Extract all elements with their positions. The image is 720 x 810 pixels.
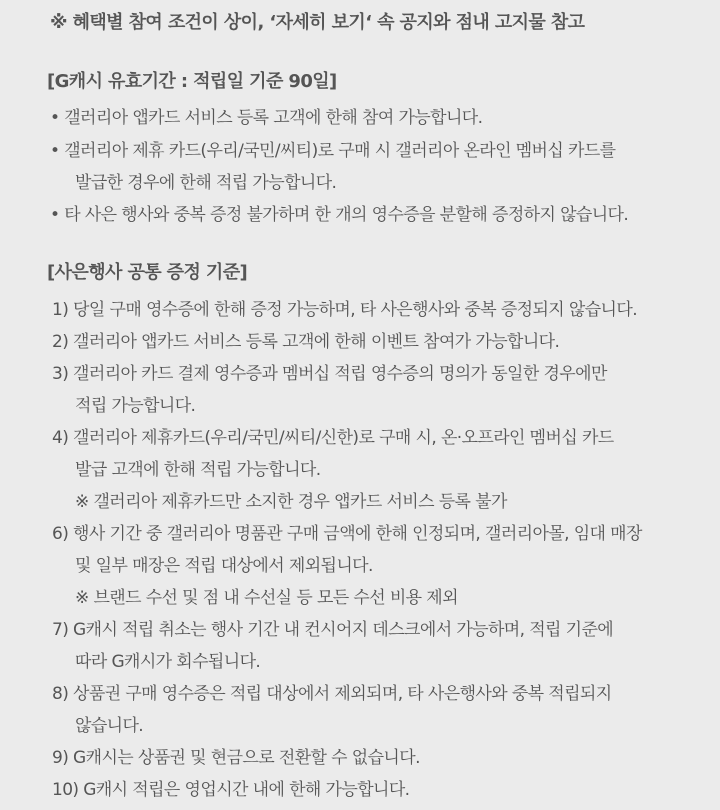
criteria-item-continuation: 발급 고객에 한해 적립 가능합니다. [75,460,321,480]
criteria-item: 8) 상품권 구매 영수증은 적립 대상에서 제외되며, 타 사은행사와 중복 적립되지 [52,684,612,704]
criteria-item: 1) 당일 구매 영수증에 한해 증정 가능하며, 타 사은행사와 중복 증정되지 않습니다. [52,300,638,320]
criteria-note: ※ 브랜드 수선 및 점 내 수선실 등 모든 수선 비용 제외 [75,588,458,608]
criteria-item: 9) G캐시는 상품권 및 현금으로 전환할 수 없습니다. [52,748,420,768]
section-heading-gcash-validity: [G캐시 유효기간 : 적립일 기준 90일] [47,71,337,92]
criteria-item: 2) 갤러리아 앱카드 서비스 등록 고객에 한해 이벤트 참여가 가능합니다. [52,332,560,352]
criteria-item-continuation: 및 일부 매장은 적립 대상에서 제외됩니다. [75,556,373,576]
criteria-item: 4) 갤러리아 제휴카드(우리/국민/씨티/신한)로 구매 시, 온·오프라인 멤버십 카드 [52,428,614,448]
criteria-item-continuation: 따라 G캐시가 회수됩니다. [75,652,261,672]
criteria-item-continuation: 적립 가능합니다. [75,396,196,416]
criteria-item: 7) G캐시 적립 취소는 행사 기간 내 컨시어지 데스크에서 가능하며, 적립 기준에 [52,620,614,640]
bullet-item: • 갤러리아 제휴 카드(우리/국민/씨티)로 구매 시 갤러리아 온라인 멤버십 카드를 [50,141,616,161]
bullet-item: • 갤러리아 앱카드 서비스 등록 고객에 한해 참여 가능합니다. [50,108,483,128]
criteria-item: 10) G캐시 적립은 영업시간 내에 한해 가능합니다. [52,780,410,800]
criteria-item: 3) 갤러리아 카드 결제 영수증과 멤버십 적립 영수증의 명의가 동일한 경우에만 [52,364,607,384]
criteria-item: 6) 행사 기간 중 갤러리아 명품관 구매 금액에 한해 인정되며, 갤러리아몰, 임대 매장 [52,524,642,544]
section-heading-common-criteria: [사은행사 공통 증정 기준] [47,262,248,283]
bullet-item: • 타 사은 행사와 중복 증정 불가하며 한 개의 영수증을 분할해 증정하지 않습니다. [50,205,629,225]
criteria-note: ※ 갤러리아 제휴카드만 소지한 경우 앱카드 서비스 등록 불가 [75,492,507,512]
bullet-item-continuation: 발급한 경우에 한해 적립 가능합니다. [75,173,337,193]
notice-line: ※ 혜택별 참여 조건이 상이, ‘자세히 보기‘ 속 공지와 점내 고지물 참고 [50,12,585,33]
criteria-item-continuation: 않습니다. [75,716,144,736]
